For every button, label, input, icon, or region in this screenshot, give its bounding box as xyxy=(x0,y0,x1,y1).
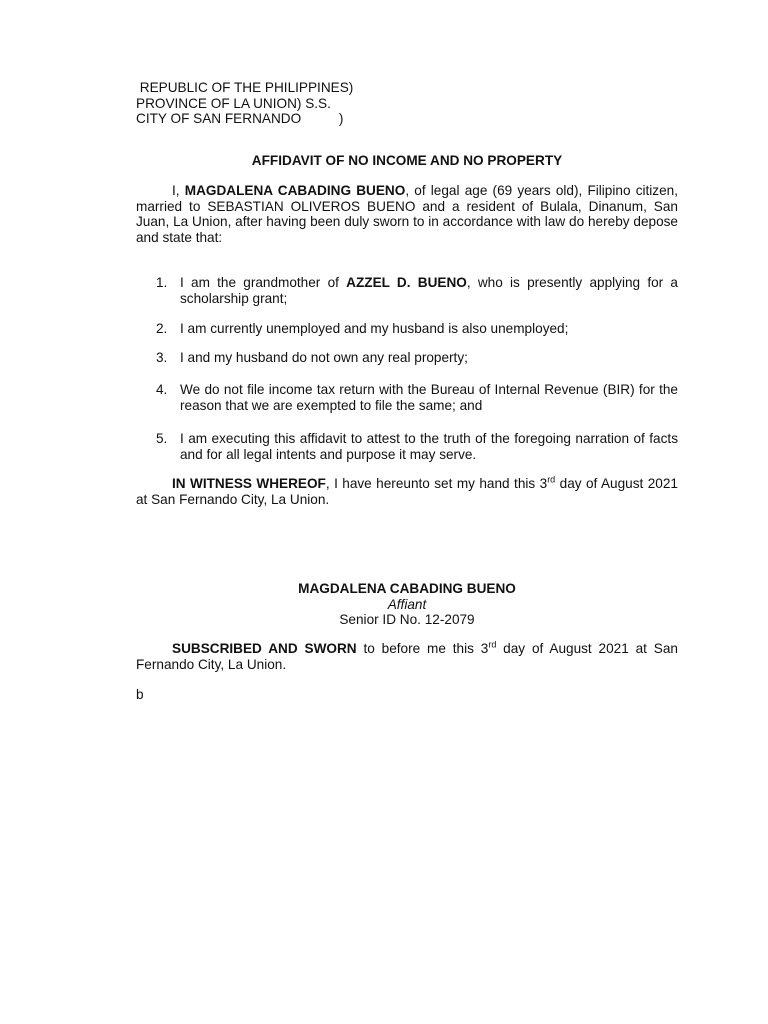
senior-id: Senior ID No. 12-2079 xyxy=(339,612,475,627)
signature-block xyxy=(136,581,678,628)
intro-post: , of legal age (69 years old), Filipino citizen, married to SEBASTIAN OLIVEROS BUENO and a resident of Bulala, Dinanum, San Juan, La Union, after having been duly sworn to in accordance with law do hereby depose and state that: xyxy=(136,183,678,245)
statement-item xyxy=(156,350,678,366)
statement-item xyxy=(156,382,678,413)
venue-line-city: CITY OF SAN FERNANDO ) xyxy=(136,111,344,126)
jurat-heading: SUBSCRIBED AND SWORN xyxy=(172,641,357,656)
intro-paragraph xyxy=(136,183,678,245)
intro-pre: I, xyxy=(172,183,185,198)
statement-item xyxy=(156,321,678,337)
witness-text-2: day of August 2021 at San Fernando City, La Union. xyxy=(136,476,678,507)
affiant-label: Affiant xyxy=(387,596,427,612)
item-text xyxy=(180,275,678,306)
affiant-name: MAGDALENA CABADING BUENO xyxy=(298,581,516,596)
item-number: 2. xyxy=(156,321,168,336)
witness-paragraph xyxy=(136,476,678,507)
venue-line-republic: REPUBLIC OF THE PHILIPPINES) xyxy=(136,80,354,95)
statement-item xyxy=(156,275,678,306)
venue-block xyxy=(136,80,436,127)
item-number: 5. xyxy=(156,431,168,446)
witness-heading: IN WITNESS WHEREOF xyxy=(172,476,326,491)
venue-line-province: PROVINCE OF LA UNION) S.S. xyxy=(136,95,331,111)
grandchild-name: AZZEL D. BUENO xyxy=(346,275,467,290)
witness-ordinal: rd xyxy=(547,474,556,485)
statement-item xyxy=(156,431,678,462)
jurat-paragraph xyxy=(136,641,678,672)
item-text-pre: I am the grandmother of xyxy=(180,275,347,290)
item-number: 4. xyxy=(156,382,168,397)
witness-text-1: , I have hereunto set my hand this 3 xyxy=(325,476,548,491)
item-text: I am currently unemployed and my husband is also unemployed; xyxy=(180,321,569,336)
jurat-text-2: day of August 2021 at San Fernando City, La Union. xyxy=(136,641,678,672)
affiant-name-inline: MAGDALENA CABADING BUENO xyxy=(184,183,406,198)
stray-character: b xyxy=(136,687,144,702)
item-number: 1. xyxy=(156,275,168,290)
jurat-text-1: to before me this 3 xyxy=(356,641,489,656)
item-text: I and my husband do not own any real property; xyxy=(180,350,468,365)
document-title: AFFIDAVIT OF NO INCOME AND NO PROPERTY xyxy=(251,153,563,168)
item-text: I am executing this affidavit to attest to the truth of the foregoing narration of facts and for all legal intents and purpose it may serve. xyxy=(180,431,678,462)
item-text: We do not file income tax return with the Bureau of Internal Revenue (BIR) for the reason that we are exempted to file the same; and xyxy=(180,382,678,413)
item-text-post: , who is presently applying for a scholarship grant; xyxy=(180,275,678,306)
jurat-ordinal: rd xyxy=(488,639,497,650)
item-number: 3. xyxy=(156,350,168,365)
